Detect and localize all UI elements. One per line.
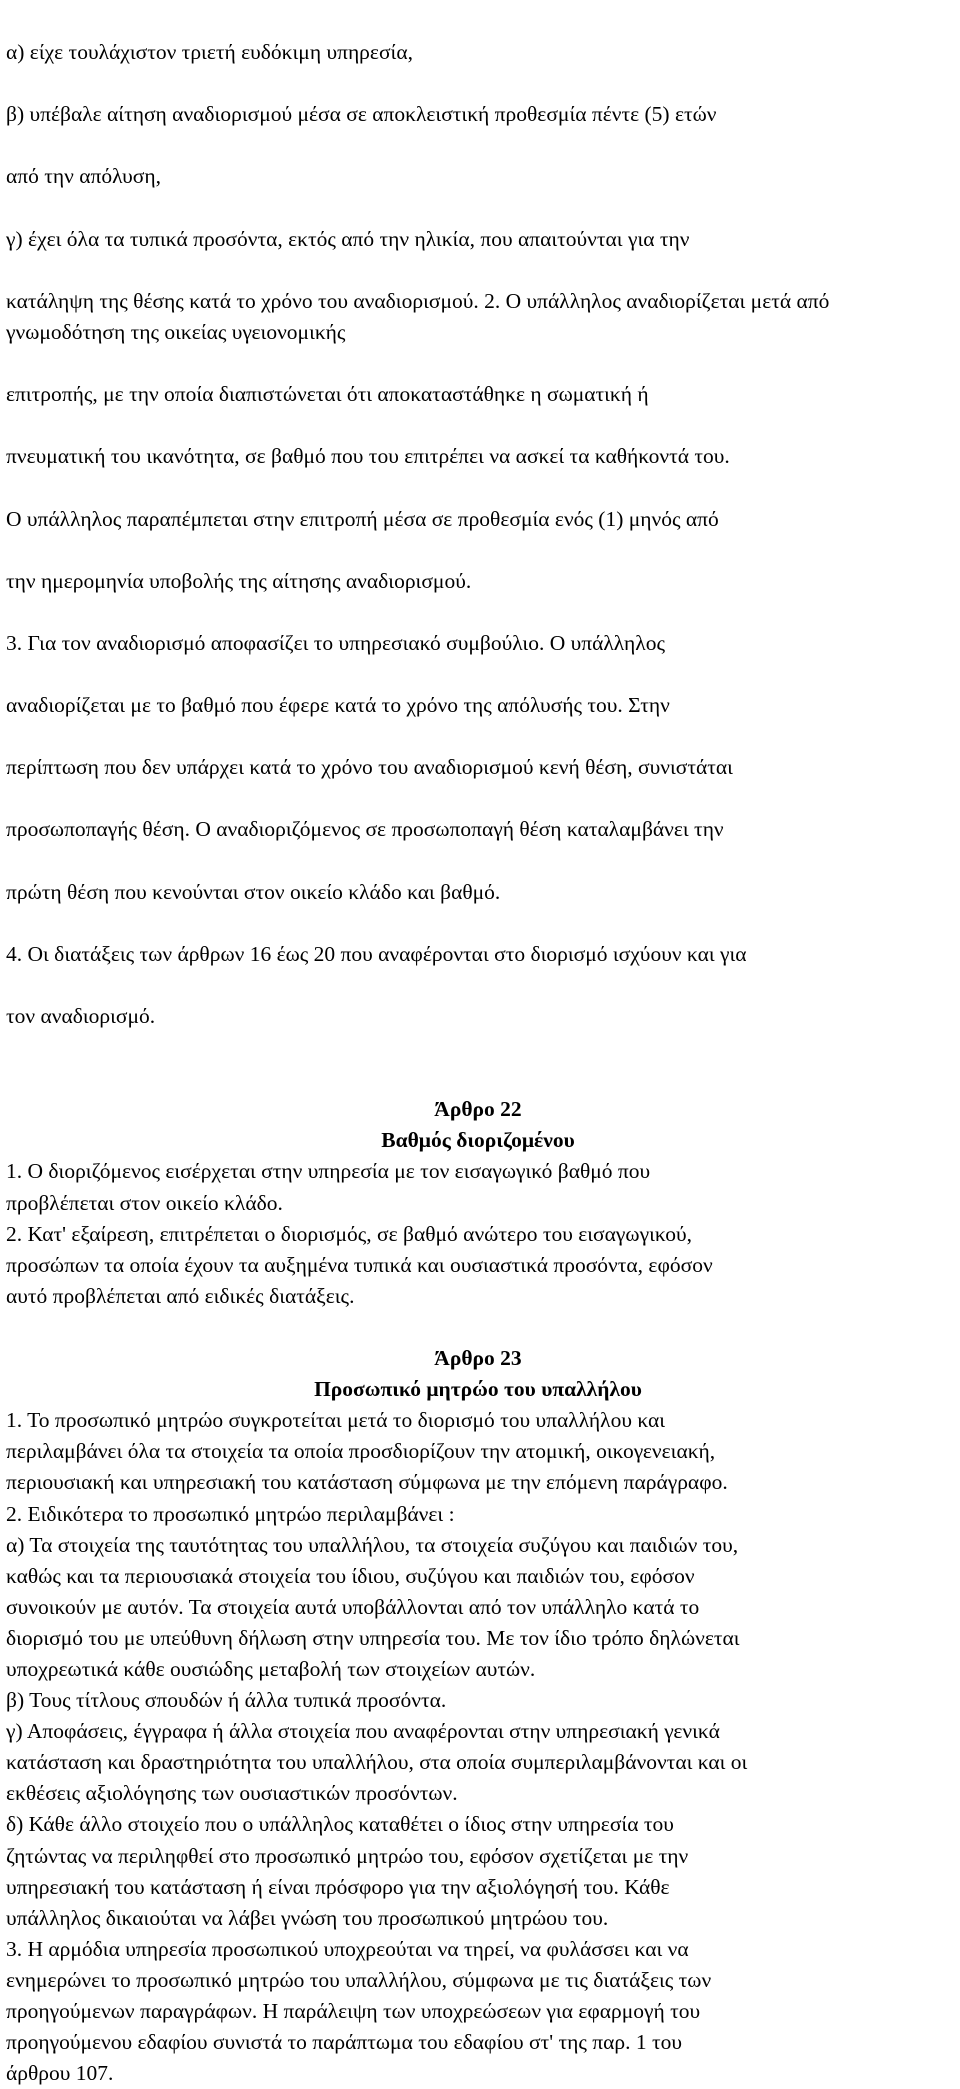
text-line: άρθρου 107. [6, 2061, 114, 2086]
text-line: Ο υπάλληλος παραπέμπεται στην επιτροπή μέσα σε προθεσμία ενός (1) μηνός από [6, 506, 719, 531]
text-line: α) είχε τουλάχιστον τριετή ευδόκιμη υπηρεσία, [6, 40, 413, 65]
text-line: την ημερομηνία υποβολής της αίτησης αναδιορισμού. [6, 568, 472, 593]
text-line: συνοικούν με αυτόν. Τα στοιχεία αυτά υποβάλλονται από τον υπάλληλο κατά το [6, 1594, 700, 1619]
text-line: δ) Κάθε άλλο στοιχείο που ο υπάλληλος καταθέτει ο ίδιος στην υπηρεσία του [6, 1812, 674, 1837]
text-line: β) Τους τίτλους σπουδών ή άλλα τυπικά προσόντα. [6, 1688, 447, 1713]
text-line: κατάσταση και δραστηριότητα του υπαλλήλου, στα οποία συμπεριλαμβάνονται και οι [6, 1750, 748, 1775]
article-number: Άρθρο 22 [434, 1097, 522, 1122]
text-line: 2. Κατ' εξαίρεση, επιτρέπεται ο διορισμός, σε βαθμό ανώτερο του εισαγωγικού, [6, 1221, 692, 1246]
text-line: επιτροπής, με την οποία διαπιστώνεται ότι αποκαταστάθηκε η σωματική ή [6, 382, 649, 407]
text-line: 1. Ο διοριζόμενος εισέρχεται στην υπηρεσία με τον εισαγωγικό βαθμό που [6, 1159, 651, 1184]
text-line: β) υπέβαλε αίτηση αναδιορισμού μέσα σε αποκλειστική προθεσμία πέντε (5) ετών [6, 102, 717, 127]
text-fragment: κατάληψη της θέσης κατά το χρόνο του αναδιορισμού. 2. Ο υπάλληλος αναδιορίζεται μετά από γνωμοδότηση της οικείας υγειονομικής [6, 288, 830, 344]
text-line: γ) έχει όλα τα τυπικά προσόντα, εκτός από την ηλικία, που απαιτούνται για την [6, 226, 690, 251]
text-line: υπηρεσιακή του κατάσταση ή είναι πρόσφορο για την αξιολόγησή του. Κάθε [6, 1874, 670, 1899]
text-line: υποχρεωτικά κάθε ουσιώδης μεταβολή των στοιχείων αυτών. [6, 1656, 536, 1681]
text-line: πρώτη θέση που κενούνται στον οικείο κλάδο και βαθμό. [6, 879, 501, 904]
paragraph-spacer [6, 1063, 950, 1094]
text-line: 4. Οι διατάξεις των άρθρων 16 έως 20 που αναφέρονται στο διορισμό ισχύουν και για [6, 941, 747, 966]
article-title: Βαθμός διοριζομένου [381, 1128, 575, 1153]
text-line: τον αναδιορισμό. [6, 1004, 156, 1028]
text-line: α) Τα στοιχεία της ταυτότητας του υπαλλήλου, τα στοιχεία συζύγου και παιδιών του, [6, 1532, 739, 1557]
text-line: προβλέπεται στον οικείο κλάδο. [6, 1190, 283, 1215]
article-title: Προσωπικό μητρώο του υπαλλήλου [314, 1377, 642, 1402]
text-line: καθώς και τα περιουσιακά στοιχεία του ίδιου, συζύγου και παιδιών του, εφόσον [6, 1563, 695, 1588]
text-line: αυτό προβλέπεται από ειδικές διατάξεις. [6, 1283, 355, 1308]
section-top [6, 6, 950, 1063]
text-line: 3. Για τον αναδιορισμό αποφασίζει το υπηρεσιακό συμβούλιο. Ο υπάλληλος [6, 630, 665, 655]
text-line: περίπτωση που δεν υπάρχει κατά το χρόνο του αναδιορισμού κενή θέση, συνιστάται [6, 755, 733, 780]
text-line: από την απόλυση, [6, 164, 161, 189]
text-line: περιλαμβάνει όλα τα στοιχεία τα οποία προσδιορίζουν την ατομική, οικογενειακή, [6, 1439, 716, 1464]
text-line [6, 286, 950, 348]
text-line: προσωποπαγής θέση. Ο αναδιοριζόμενος σε προσωποπαγή θέση καταλαμβάνει την [6, 817, 724, 842]
text-line: διορισμό του με υπεύθυνη δήλωση στην υπηρεσία του. Με τον ίδιο τρόπο δηλώνεται [6, 1625, 740, 1650]
text-line: προσώπων τα οποία έχουν τα αυξημένα τυπικά και ουσιαστικά προσόντα, εφόσον [6, 1252, 713, 1277]
article-number: Άρθρο 23 [434, 1346, 522, 1371]
text-line: 2. Ειδικότερα το προσωπικό μητρώο περιλαμβάνει : [6, 1501, 455, 1526]
text-line: 1. Το προσωπικό μητρώο συγκροτείται μετά το διορισμό του υπαλλήλου και [6, 1408, 666, 1433]
text-line: περιουσιακή και υπηρεσιακή του κατάσταση σύμφωνα με την επόμενη παράγραφο. [6, 1470, 728, 1495]
text-line: εκθέσεις αξιολόγησης των ουσιαστικών προσόντων. [6, 1781, 458, 1806]
text-line: γ) Αποφάσεις, έγγραφα ή άλλα στοιχεία που αναφέρονται στην υπηρεσιακή γενικά [6, 1719, 720, 1744]
text-line: 3. Η αρμόδια υπηρεσία προσωπικού υποχρεούται να τηρεί, να φυλάσσει και να [6, 1936, 689, 1961]
text-line: προηγούμενου εδαφίου συνιστά το παράπτωμα του εδαφίου στ' της παρ. 1 του [6, 2030, 683, 2055]
article-23 [6, 1343, 950, 2089]
paragraph-spacer [6, 1312, 950, 1343]
text-line: ζητώντας να περιληφθεί στο προσωπικό μητρώο του, εφόσον σχετίζεται με την [6, 1843, 689, 1868]
text-line: υπάλληλος δικαιούται να λάβει γνώση του προσωπικού μητρώου του. [6, 1905, 609, 1930]
article-22 [6, 1094, 950, 1312]
text-line: αναδιορίζεται με το βαθμό που έφερε κατά το χρόνο της απόλυσής του. Στην [6, 693, 670, 718]
text-line: ενημερώνει το προσωπικό μητρώο του υπαλλήλου, σύμφωνα με τις διατάξεις των [6, 1967, 712, 1992]
text-line: προηγούμενων παραγράφων. Η παράλειψη των υποχρεώσεων για εφαρμογή του [6, 1999, 701, 2023]
text-line: πνευματική του ικανότητα, σε βαθμό που του επιτρέπει να ασκεί τα καθήκοντά του. [6, 444, 730, 469]
